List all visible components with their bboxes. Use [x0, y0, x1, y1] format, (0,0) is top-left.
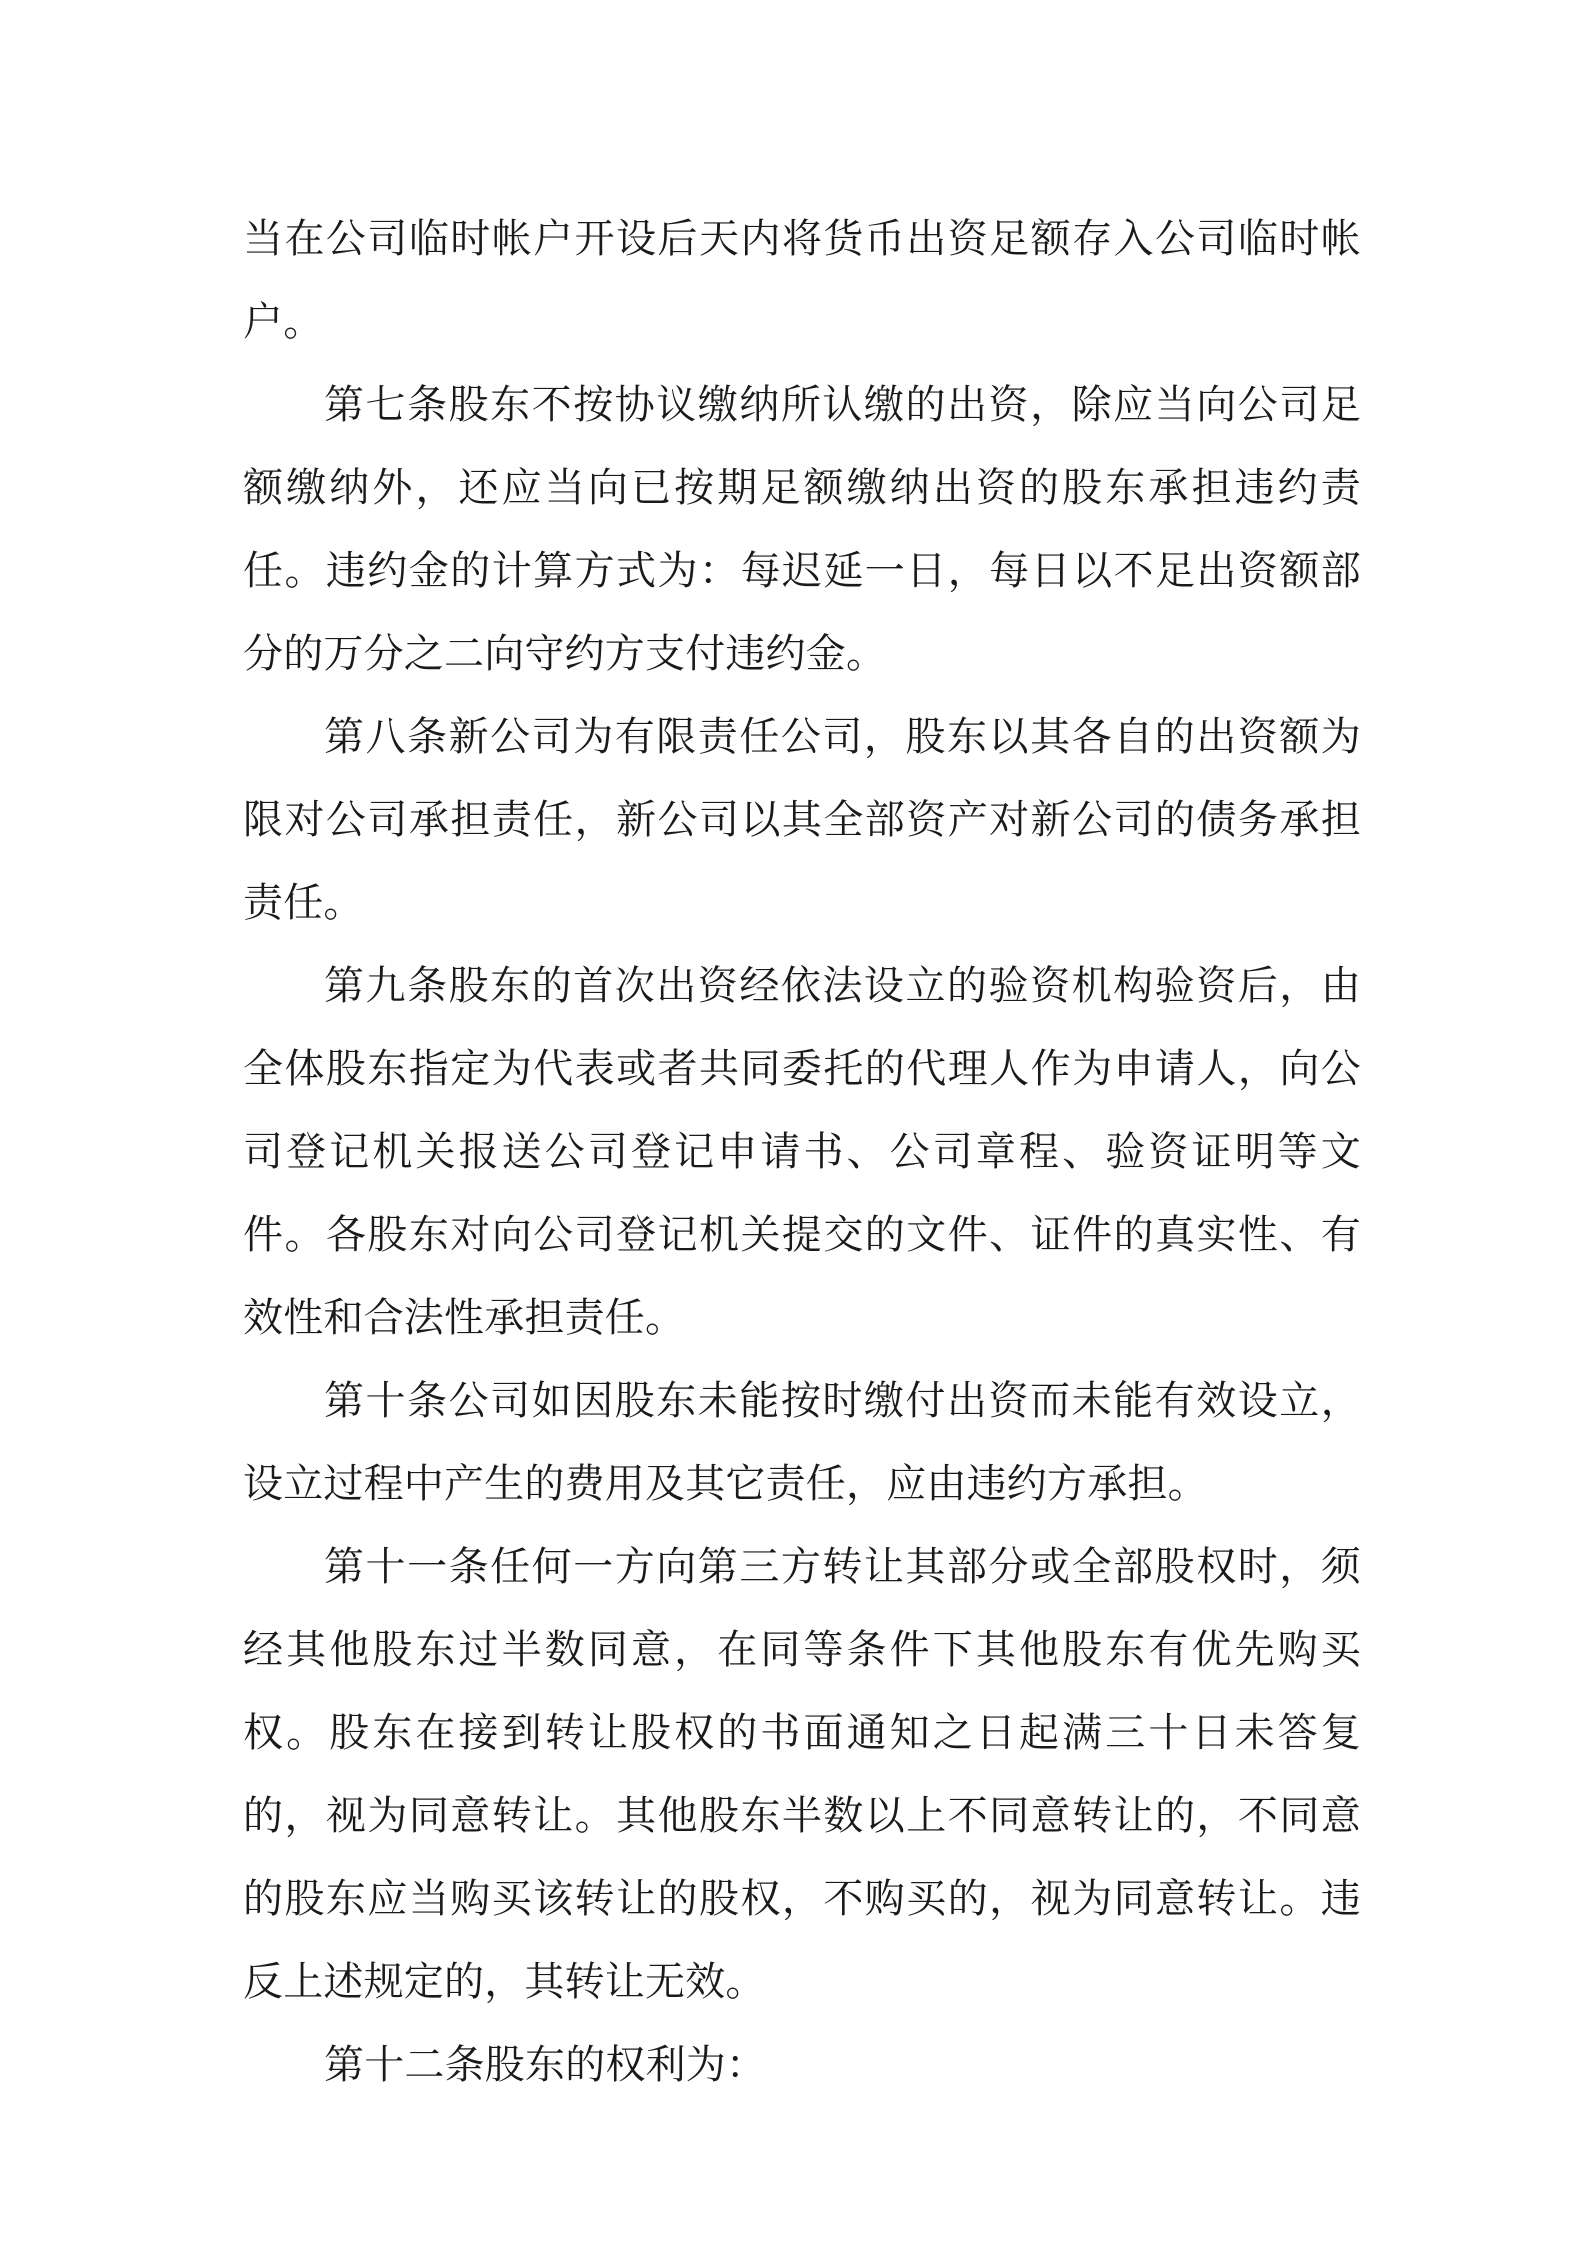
- paragraph-article-7: 第七条股东不按协议缴纳所认缴的出资，除应当向公司足额缴纳外，还应当向已按期足额缴纳出资的股东承担违约责任。违约金的计算方式为：每迟延一日，每日以不足出资额部分的万分之二向守约方支付违约金。: [243, 382, 1361, 677]
- paragraph-article-9: 第九条股东的首次出资经依法设立的验资机构验资后，由全体股东指定为代表或者共同委托的代理人作为申请人，向公司登记机关报送公司登记申请书、公司章程、验资证明等文件。各股东对向公司登记机关提交的文件、证件的真实性、有效性和合法性承担责任。: [243, 963, 1361, 1341]
- paragraph-article-8: 第八条新公司为有限责任公司，股东以其各自的出资额为限对公司承担责任，新公司以其全部资产对新公司的债务承担责任。: [243, 714, 1361, 926]
- document-body: [243, 198, 1361, 2107]
- paragraph-continuation: 当在公司临时帐户开设后天内将货币出资足额存入公司临时帐户。: [243, 216, 1361, 345]
- paragraph-article-11: 第十一条任何一方向第三方转让其部分或全部股权时，须经其他股东过半数同意，在同等条件下其他股东有优先购买权。股东在接到转让股权的书面通知之日起满三十日未答复的，视为同意转让。其他股东半数以上不同意转让的，不同意的股东应当购买该转让的股权，不购买的，视为同意转让。违反上述规定的，其转让无效。: [243, 1544, 1361, 2005]
- paragraph-article-10: 第十条公司如因股东未能按时缴付出资而未能有效设立，设立过程中产生的费用及其它责任，应由违约方承担。: [243, 1378, 1361, 1507]
- paragraph-article-12: 第十二条股东的权利为：: [324, 2042, 767, 2088]
